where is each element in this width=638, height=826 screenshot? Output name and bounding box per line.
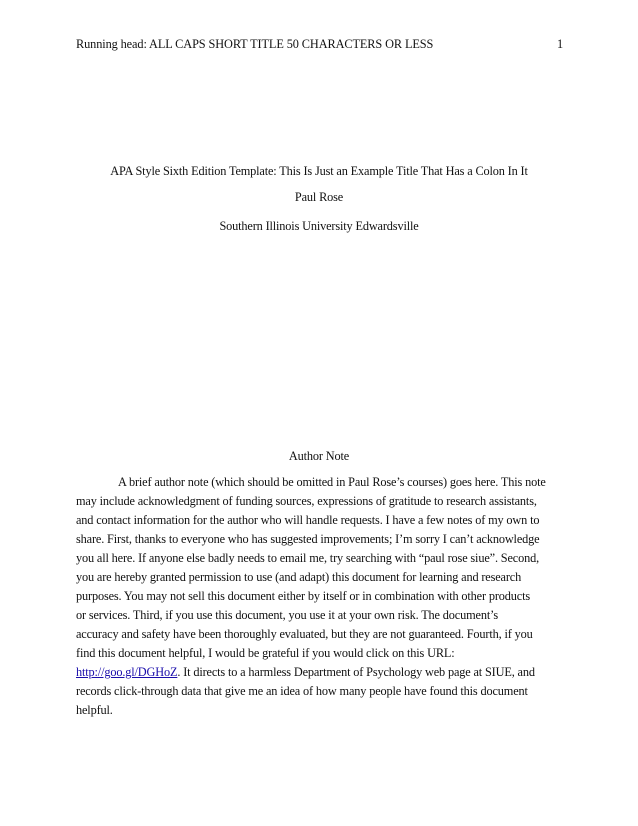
author-note-line: you all here. If anyone else badly needs to email me, try searching with “paul rose siue”. Second, <box>76 551 540 565</box>
author-note-line: find this document helpful, I would be grateful if you would click on this URL: <box>76 646 455 660</box>
url-line-text: . It directs to a harmless Department of Psychology web page at SIUE, and <box>177 665 535 679</box>
author-note-line: or services. Third, if you use this document, you use it at your own risk. The document’s <box>76 608 498 622</box>
author-note-line: helpful. <box>76 703 113 717</box>
institution-affiliation: Southern Illinois University Edwardsville <box>219 219 419 233</box>
author-note-line: you are hereby granted permission to use (and adapt) this document for learning and research <box>76 570 522 584</box>
author-note-line: A brief author note (which should be omitted in Paul Rose’s courses) goes here. This note <box>118 475 546 489</box>
author-note-line: purposes. You may not sell this document either by itself or in combination with other products <box>76 589 530 603</box>
survey-url-link[interactable]: http://goo.gl/DGHoZ <box>76 665 178 679</box>
author-note-heading: Author Note <box>288 449 350 463</box>
page-number: 1 <box>557 37 564 51</box>
author-name: Paul Rose <box>294 190 344 204</box>
author-note-line: records click-through data that give me an idea of how many people have found this document <box>76 684 528 698</box>
running-head: Running head: ALL CAPS SHORT TITLE 50 CHARACTERS OR LESS <box>76 37 434 51</box>
author-note-line: accuracy and safety have been thoroughly evaluated, but they are not guaranteed. Fourth, if you <box>76 627 533 641</box>
author-note-line: may include acknowledgment of funding sources, expressions of gratitude to research assistants, <box>76 494 537 508</box>
paper-title: APA Style Sixth Edition Template: This Is Just an Example Title That Has a Colon In It <box>110 164 528 178</box>
author-note-url-line <box>76 663 572 682</box>
author-note-body <box>76 473 572 720</box>
author-note-line: share. First, thanks to everyone who has suggested improvements; I’m sorry I can’t acknowledge <box>76 532 540 546</box>
author-note-line: and contact information for the author who will handle requests. I have a few notes of my own to <box>76 513 540 527</box>
